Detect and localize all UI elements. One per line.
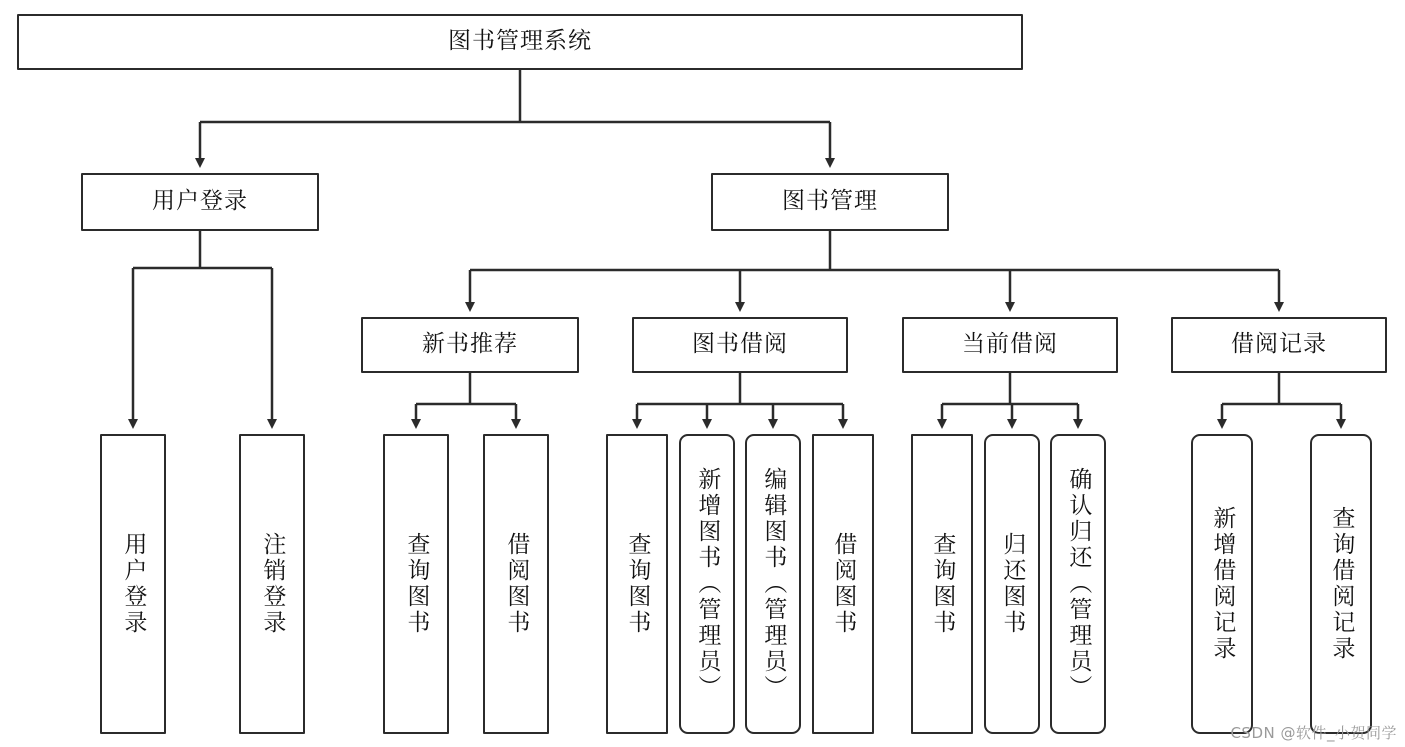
node-label: 新增图书（管理员） [694,467,721,701]
node-leaf-borrow-book-2[interactable] [812,434,874,734]
node-label: 用户登录 [152,188,248,215]
node-label: 注销登录 [259,532,286,636]
node-label: 借阅图书 [830,532,857,636]
node-leaf-query-book-2[interactable] [606,434,668,734]
node-borrow-records[interactable] [1171,317,1387,373]
node-label: 归还图书 [999,532,1026,636]
node-label: 借阅记录 [1231,331,1327,358]
node-leaf-query-book-3[interactable] [911,434,973,734]
node-book-management[interactable] [711,173,949,231]
node-root[interactable] [17,14,1023,70]
node-label: 确认归还（管理员） [1065,467,1092,701]
node-leaf-borrow-book-1[interactable] [483,434,549,734]
node-leaf-confirm-return[interactable] [1050,434,1106,734]
node-label: 当前借阅 [962,331,1058,358]
node-leaf-user-login[interactable] [100,434,166,734]
node-label: 编辑图书（管理员） [760,467,787,701]
node-leaf-query-book-1[interactable] [383,434,449,734]
node-label: 图书管理系统 [448,28,592,55]
node-new-book-recommend[interactable] [361,317,579,373]
node-label: 用户登录 [120,532,147,636]
node-leaf-return-book[interactable] [984,434,1040,734]
node-label: 查询图书 [929,532,956,636]
node-leaf-add-book[interactable] [679,434,735,734]
node-label: 查询借阅记录 [1328,506,1355,662]
node-book-borrow[interactable] [632,317,848,373]
node-leaf-logout[interactable] [239,434,305,734]
node-leaf-edit-book[interactable] [745,434,801,734]
node-label: 图书管理 [782,188,878,215]
node-user-login[interactable] [81,173,319,231]
node-leaf-query-record[interactable] [1310,434,1372,734]
node-label: 新书推荐 [422,331,518,358]
node-label: 查询图书 [624,532,651,636]
node-label: 新增借阅记录 [1209,506,1236,662]
node-label: 查询图书 [403,532,430,636]
node-label: 借阅图书 [503,532,530,636]
watermark: CSDN @软件_小贺同学 [1230,724,1397,742]
node-label: 图书借阅 [692,331,788,358]
node-current-borrow[interactable] [902,317,1118,373]
node-leaf-add-record[interactable] [1191,434,1253,734]
